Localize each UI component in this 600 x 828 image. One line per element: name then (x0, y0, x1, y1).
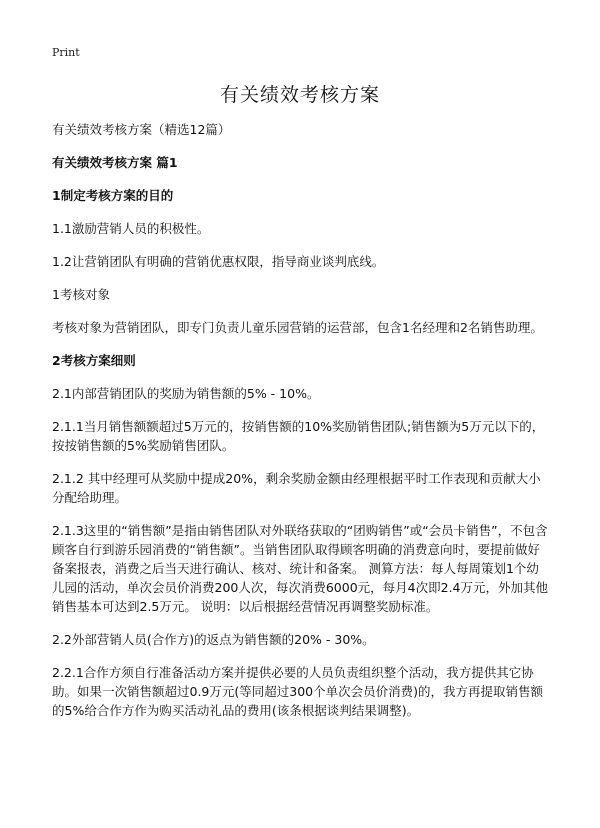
paragraph-2-1-2: 2.1.2 其中经理可从奖励中提成20%，剩余奖励金额由经理根据平时工作表现和贡献大小分配给助理。 (52, 471, 541, 505)
print-label: Print (52, 46, 80, 59)
heading-purpose: 1制定考核方案的目的 (52, 188, 174, 203)
paragraph-2-1-3: 2.1.3这里的“销售额”是指由销售团队对外联络获取的“团购销售”或“会员卡销售”，不包含顾客自行到游乐园消费的“销售额”。当销售团队取得顾客明确的消费意向时，要提前做好备案报表，消费之后当天进行确认、核对、统计和备案。 测算方法：每人每周策划1个幼儿园的活动，单次会员价消费200人次，每次消费6000元，每月4次即2.4万元，外加其他销售基本可达到2.5万元。 说明：以后根据经营情况再调整奖励标准。 (52, 523, 549, 614)
document-body (52, 120, 548, 734)
paragraph-object-title: 1考核对象 (52, 287, 110, 302)
paragraph-2-1-1: 2.1.1当月销售额额超过5万元的，按销售额的10%奖励销售团队;销售额为5万元以下的，按按销售额的5%奖励销售团队。 (52, 419, 545, 453)
paragraph-2-2: 2.2外部营销人员(合作方)的返点为销售额的20% - 30%。 (52, 632, 375, 647)
paragraph-1-2: 1.2让营销团队有明确的营销优惠权限，指导商业谈判底线。 (52, 254, 385, 269)
heading-rules: 2考核方案细则 (52, 353, 136, 368)
paragraph-object: 考核对象为营销团队，即专门负责儿童乐园营销的运营部，包含1名经理和2名销售助理。 (52, 320, 543, 335)
subtitle: 有关绩效考核方案（精选12篇） (52, 122, 231, 137)
paragraph-2-2-1: 2.2.1合作方须自行准备活动方案并提供必要的人员负责组织整个活动，我方提供其它协助。如果一次销售额超过0.9万元(等同超过300个单次会员价消费)的，我方再提取销售额的5%给合作方作为购买活动礼品的费用(该条根据谈判结果调整)。 (52, 665, 543, 718)
document-title: 有关绩效考核方案 (219, 84, 380, 106)
paragraph-2-1: 2.1内部营销团队的奖励为销售额的5% - 10%。 (52, 386, 320, 401)
section-title: 有关绩效考核方案 篇1 (52, 155, 178, 170)
paragraph-1-1: 1.1激励营销人员的积极性。 (52, 221, 210, 236)
